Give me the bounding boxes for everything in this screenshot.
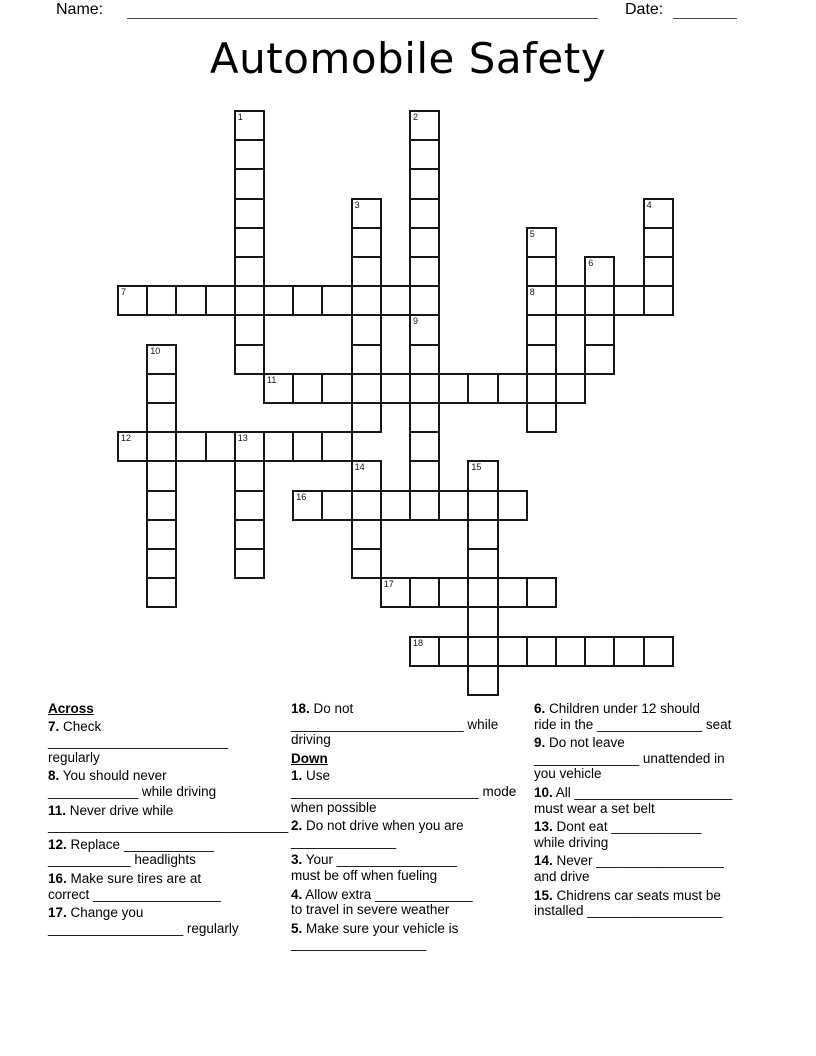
clue-text: ride in the ______________ seat [534, 716, 732, 732]
grid-cell[interactable] [526, 227, 557, 258]
clue-text: ________________________ [48, 734, 229, 750]
grid-cell[interactable] [467, 548, 498, 579]
grid-cell[interactable] [175, 431, 206, 462]
grid-cell[interactable] [467, 460, 498, 491]
clues-column-1 [48, 701, 292, 939]
grid-cell[interactable] [321, 285, 352, 316]
cell-number: 10 [150, 345, 161, 356]
clue-text: Do not leave [545, 735, 625, 751]
clue-number: 15. [534, 887, 553, 903]
clue-text: _______________________ while [291, 716, 499, 732]
clue-text: Never _________________ [552, 853, 724, 869]
grid-cell[interactable] [438, 373, 469, 404]
clue-text: regularly [48, 749, 100, 765]
grid-cell[interactable] [526, 373, 557, 404]
clue-number: 11. [48, 802, 67, 818]
clue-text: while driving [534, 834, 609, 850]
clue-number: 9. [534, 735, 546, 751]
cell-number: 12 [121, 433, 132, 444]
clue-text: must be off when fueling [291, 867, 438, 883]
clue-text: All _____________________ [552, 784, 733, 800]
clue-down-15 [534, 888, 778, 919]
grid-cell[interactable] [234, 285, 265, 316]
grid-cell[interactable] [584, 636, 615, 667]
grid-cell[interactable] [380, 373, 411, 404]
grid-cell[interactable] [351, 198, 382, 229]
grid-cell[interactable] [146, 285, 177, 316]
clue-down-2 [291, 818, 535, 849]
clue-across-7 [48, 719, 292, 766]
clue-down-6 [534, 701, 778, 732]
grid-cell[interactable] [234, 548, 265, 579]
clue-text: Do not [309, 701, 354, 716]
grid-cell[interactable] [205, 431, 236, 462]
clue-text: ________________________________ [48, 818, 289, 834]
grid-cell[interactable] [526, 636, 557, 667]
clue-down-14 [534, 853, 778, 884]
grid-cell[interactable] [409, 198, 440, 229]
grid-cell[interactable] [409, 168, 440, 199]
clue-down-4 [291, 887, 535, 918]
cell-number: 1 [237, 112, 243, 122]
clue-number: 13. [534, 819, 553, 835]
grid-cell[interactable] [467, 490, 498, 521]
grid-cell[interactable] [643, 285, 674, 316]
grid-cell[interactable] [555, 636, 586, 667]
grid-cell[interactable] [234, 227, 265, 258]
grid-cell[interactable] [438, 490, 469, 521]
clue-number: 17. [48, 905, 67, 921]
grid-cell[interactable] [526, 256, 557, 287]
clue-across-18 [291, 701, 535, 748]
grid-cell[interactable] [409, 490, 440, 521]
clue-number: 14. [534, 853, 553, 869]
date-label: Date: [625, 1, 664, 18]
grid-cell[interactable] [438, 577, 469, 608]
clue-text: to travel in severe weather [291, 902, 450, 918]
grid-cell[interactable] [321, 431, 352, 462]
grid-cell[interactable] [613, 636, 644, 667]
clue-across-11 [48, 803, 292, 834]
grid-cell[interactable] [234, 344, 265, 375]
grid-cell[interactable] [146, 344, 177, 375]
grid-cell[interactable] [117, 285, 148, 316]
grid-cell[interactable] [263, 373, 294, 404]
grid-cell[interactable] [263, 285, 294, 316]
clue-across-12 [48, 837, 292, 868]
clue-text: ____________ while driving [48, 783, 217, 799]
clue-text: Make sure tires are at [66, 870, 202, 886]
grid-cell[interactable] [351, 548, 382, 579]
grid-cell[interactable] [146, 402, 177, 433]
grid-cell[interactable] [467, 665, 498, 696]
grid-cell[interactable] [409, 373, 440, 404]
grid-cell[interactable] [526, 285, 557, 316]
clue-text: installed __________________ [534, 903, 723, 919]
cell-number: 9 [413, 316, 419, 327]
name-input-line[interactable] [127, 2, 598, 19]
grid-cell[interactable] [351, 519, 382, 550]
grid-cell[interactable] [146, 460, 177, 491]
clue-text: when possible [291, 799, 377, 815]
clue-text: Never drive while [66, 802, 174, 818]
grid-cell[interactable] [555, 373, 586, 404]
grid-cell[interactable] [234, 519, 265, 550]
clue-down-1 [291, 768, 535, 815]
name-label: Name: [56, 1, 104, 18]
across-heading: Across [48, 701, 94, 716]
grid-cell[interactable] [584, 256, 615, 287]
grid-cell[interactable] [234, 110, 265, 141]
grid-cell[interactable] [613, 285, 644, 316]
grid-cell[interactable] [467, 577, 498, 608]
grid-cell[interactable] [643, 227, 674, 258]
grid-cell[interactable] [467, 606, 498, 637]
date-input-line[interactable] [673, 2, 737, 19]
grid-cell[interactable] [351, 490, 382, 521]
grid-cell[interactable] [292, 490, 323, 521]
cell-number: 16 [296, 491, 307, 502]
grid-cell[interactable] [380, 490, 411, 521]
grid-cell[interactable] [526, 344, 557, 375]
grid-cell[interactable] [351, 402, 382, 433]
grid-cell[interactable] [497, 577, 528, 608]
grid-cell[interactable] [438, 636, 469, 667]
clue-text: correct _________________ [48, 886, 221, 902]
grid-cell[interactable] [292, 373, 323, 404]
clue-text: Check [59, 718, 102, 734]
clue-across-8 [48, 768, 292, 799]
grid-cell[interactable] [234, 490, 265, 521]
grid-cell[interactable] [380, 577, 411, 608]
cell-number: 11 [267, 374, 277, 385]
grid-cell[interactable] [351, 227, 382, 258]
grid-cell[interactable] [409, 636, 440, 667]
clue-number: 6. [534, 701, 546, 716]
clue-text: Dont eat ____________ [552, 819, 702, 835]
grid-cell[interactable] [351, 256, 382, 287]
clue-text: Make sure your vehicle is [302, 920, 459, 936]
grid-cell[interactable] [234, 139, 265, 170]
clue-text: ______________ unattended in [534, 750, 725, 766]
clue-text: you vehicle [534, 766, 602, 782]
grid-cell[interactable] [146, 519, 177, 550]
grid-cell[interactable] [409, 285, 440, 316]
grid-cell[interactable] [555, 285, 586, 316]
grid-cell[interactable] [409, 344, 440, 375]
cell-number: 6 [588, 258, 594, 268]
grid-cell[interactable] [146, 577, 177, 608]
cell-number: 17 [383, 579, 394, 590]
grid-cell[interactable] [409, 577, 440, 608]
clue-down-5 [291, 921, 535, 952]
grid-cell[interactable] [351, 285, 382, 316]
grid-cell[interactable] [175, 285, 206, 316]
grid-cell[interactable] [584, 344, 615, 375]
clue-down-3 [291, 852, 535, 883]
clue-text: Replace ____________ [66, 836, 214, 852]
clue-text: and drive [534, 868, 590, 884]
clue-text: __________________ [291, 936, 427, 952]
cell-number: 7 [121, 287, 127, 298]
grid-cell[interactable] [467, 519, 498, 550]
grid-cell[interactable] [409, 227, 440, 258]
clue-text: Change you [66, 905, 144, 921]
grid-cell[interactable] [497, 490, 528, 521]
grid-cell[interactable] [643, 198, 674, 229]
clue-text: _________________________ mode [291, 783, 517, 799]
clue-number: 10. [534, 784, 553, 800]
grid-cell[interactable] [234, 256, 265, 287]
cell-number: 2 [413, 112, 419, 122]
grid-cell[interactable] [351, 344, 382, 375]
clue-number: 16. [48, 870, 67, 886]
clue-number: 5. [291, 920, 303, 936]
grid-cell[interactable] [234, 168, 265, 199]
clues-column-3 [534, 701, 778, 922]
grid-cell[interactable] [409, 402, 440, 433]
clue-number: 12. [48, 836, 67, 852]
page-title: Automobile Safety [209, 34, 607, 83]
clue-number: 4. [291, 886, 303, 902]
grid-cell[interactable] [497, 373, 528, 404]
clue-across-17 [48, 905, 292, 936]
cell-number: 15 [471, 462, 482, 473]
clue-text: __________________ regularly [48, 920, 239, 936]
clue-down-10 [534, 785, 778, 816]
grid-cell[interactable] [409, 431, 440, 462]
grid-cell[interactable] [351, 314, 382, 345]
clue-across-16 [48, 871, 292, 902]
clue-number: 7. [48, 718, 60, 734]
grid-cell[interactable] [321, 373, 352, 404]
grid-cell[interactable] [234, 314, 265, 345]
clue-number: 3. [291, 852, 303, 868]
grid-cell[interactable] [643, 636, 674, 667]
grid-cell[interactable] [205, 285, 236, 316]
grid-cell[interactable] [321, 490, 352, 521]
down-heading: Down [291, 750, 328, 766]
grid-cell[interactable] [263, 431, 294, 462]
grid-cell[interactable] [584, 314, 615, 345]
clue-text: Chidrens car seats must be [552, 887, 721, 903]
cell-number: 18 [413, 637, 424, 648]
grid-cell[interactable] [467, 636, 498, 667]
clue-text: Your ________________ [302, 852, 457, 868]
grid-cell[interactable] [351, 373, 382, 404]
clue-text: driving [291, 732, 331, 748]
grid-cell[interactable] [234, 198, 265, 229]
grid-cell[interactable] [292, 431, 323, 462]
clue-text: must wear a set belt [534, 800, 655, 816]
clues-column-2 [291, 701, 535, 955]
clue-down-9 [534, 735, 778, 782]
cell-number: 4 [646, 199, 652, 210]
clue-number: 2. [291, 818, 303, 834]
clue-number: 8. [48, 768, 60, 784]
clue-down-13 [534, 819, 778, 850]
grid-cell[interactable] [146, 431, 177, 462]
clue-text: ______________ [291, 833, 397, 849]
grid-cell[interactable] [351, 460, 382, 491]
cell-number: 3 [354, 199, 360, 210]
clue-text: You should never [59, 768, 167, 784]
grid-cell[interactable] [234, 460, 265, 491]
grid-cell[interactable] [409, 314, 440, 345]
clue-number: 18. [291, 701, 310, 716]
grid-cell[interactable] [146, 373, 177, 404]
clue-text: Do not drive when you are [302, 818, 464, 834]
grid-cell[interactable] [409, 256, 440, 287]
cell-number: 5 [529, 228, 535, 239]
clue-text: Use [302, 768, 331, 784]
cell-number: 13 [237, 433, 248, 444]
grid-cell[interactable] [117, 431, 148, 462]
grid-cell[interactable] [234, 431, 265, 462]
grid-cell[interactable] [146, 490, 177, 521]
grid-cell[interactable] [409, 460, 440, 491]
grid-cell[interactable] [292, 285, 323, 316]
grid-cell[interactable] [584, 285, 615, 316]
grid-cell[interactable] [526, 577, 557, 608]
cell-number: 14 [354, 462, 365, 473]
grid-cell[interactable] [409, 139, 440, 170]
clue-text: Allow extra _____________ [302, 886, 473, 902]
grid-cell[interactable] [643, 256, 674, 287]
clue-text: ___________ headlights [48, 852, 196, 868]
grid-cell[interactable] [467, 373, 498, 404]
grid-cell[interactable] [380, 285, 411, 316]
grid-cell[interactable] [409, 110, 440, 141]
clue-text: Children under 12 should [545, 701, 700, 716]
grid-cell[interactable] [526, 402, 557, 433]
clue-number: 1. [291, 768, 303, 784]
grid-cell[interactable] [497, 636, 528, 667]
grid-cell[interactable] [526, 314, 557, 345]
cell-number: 8 [529, 287, 535, 298]
grid-cell[interactable] [146, 548, 177, 579]
